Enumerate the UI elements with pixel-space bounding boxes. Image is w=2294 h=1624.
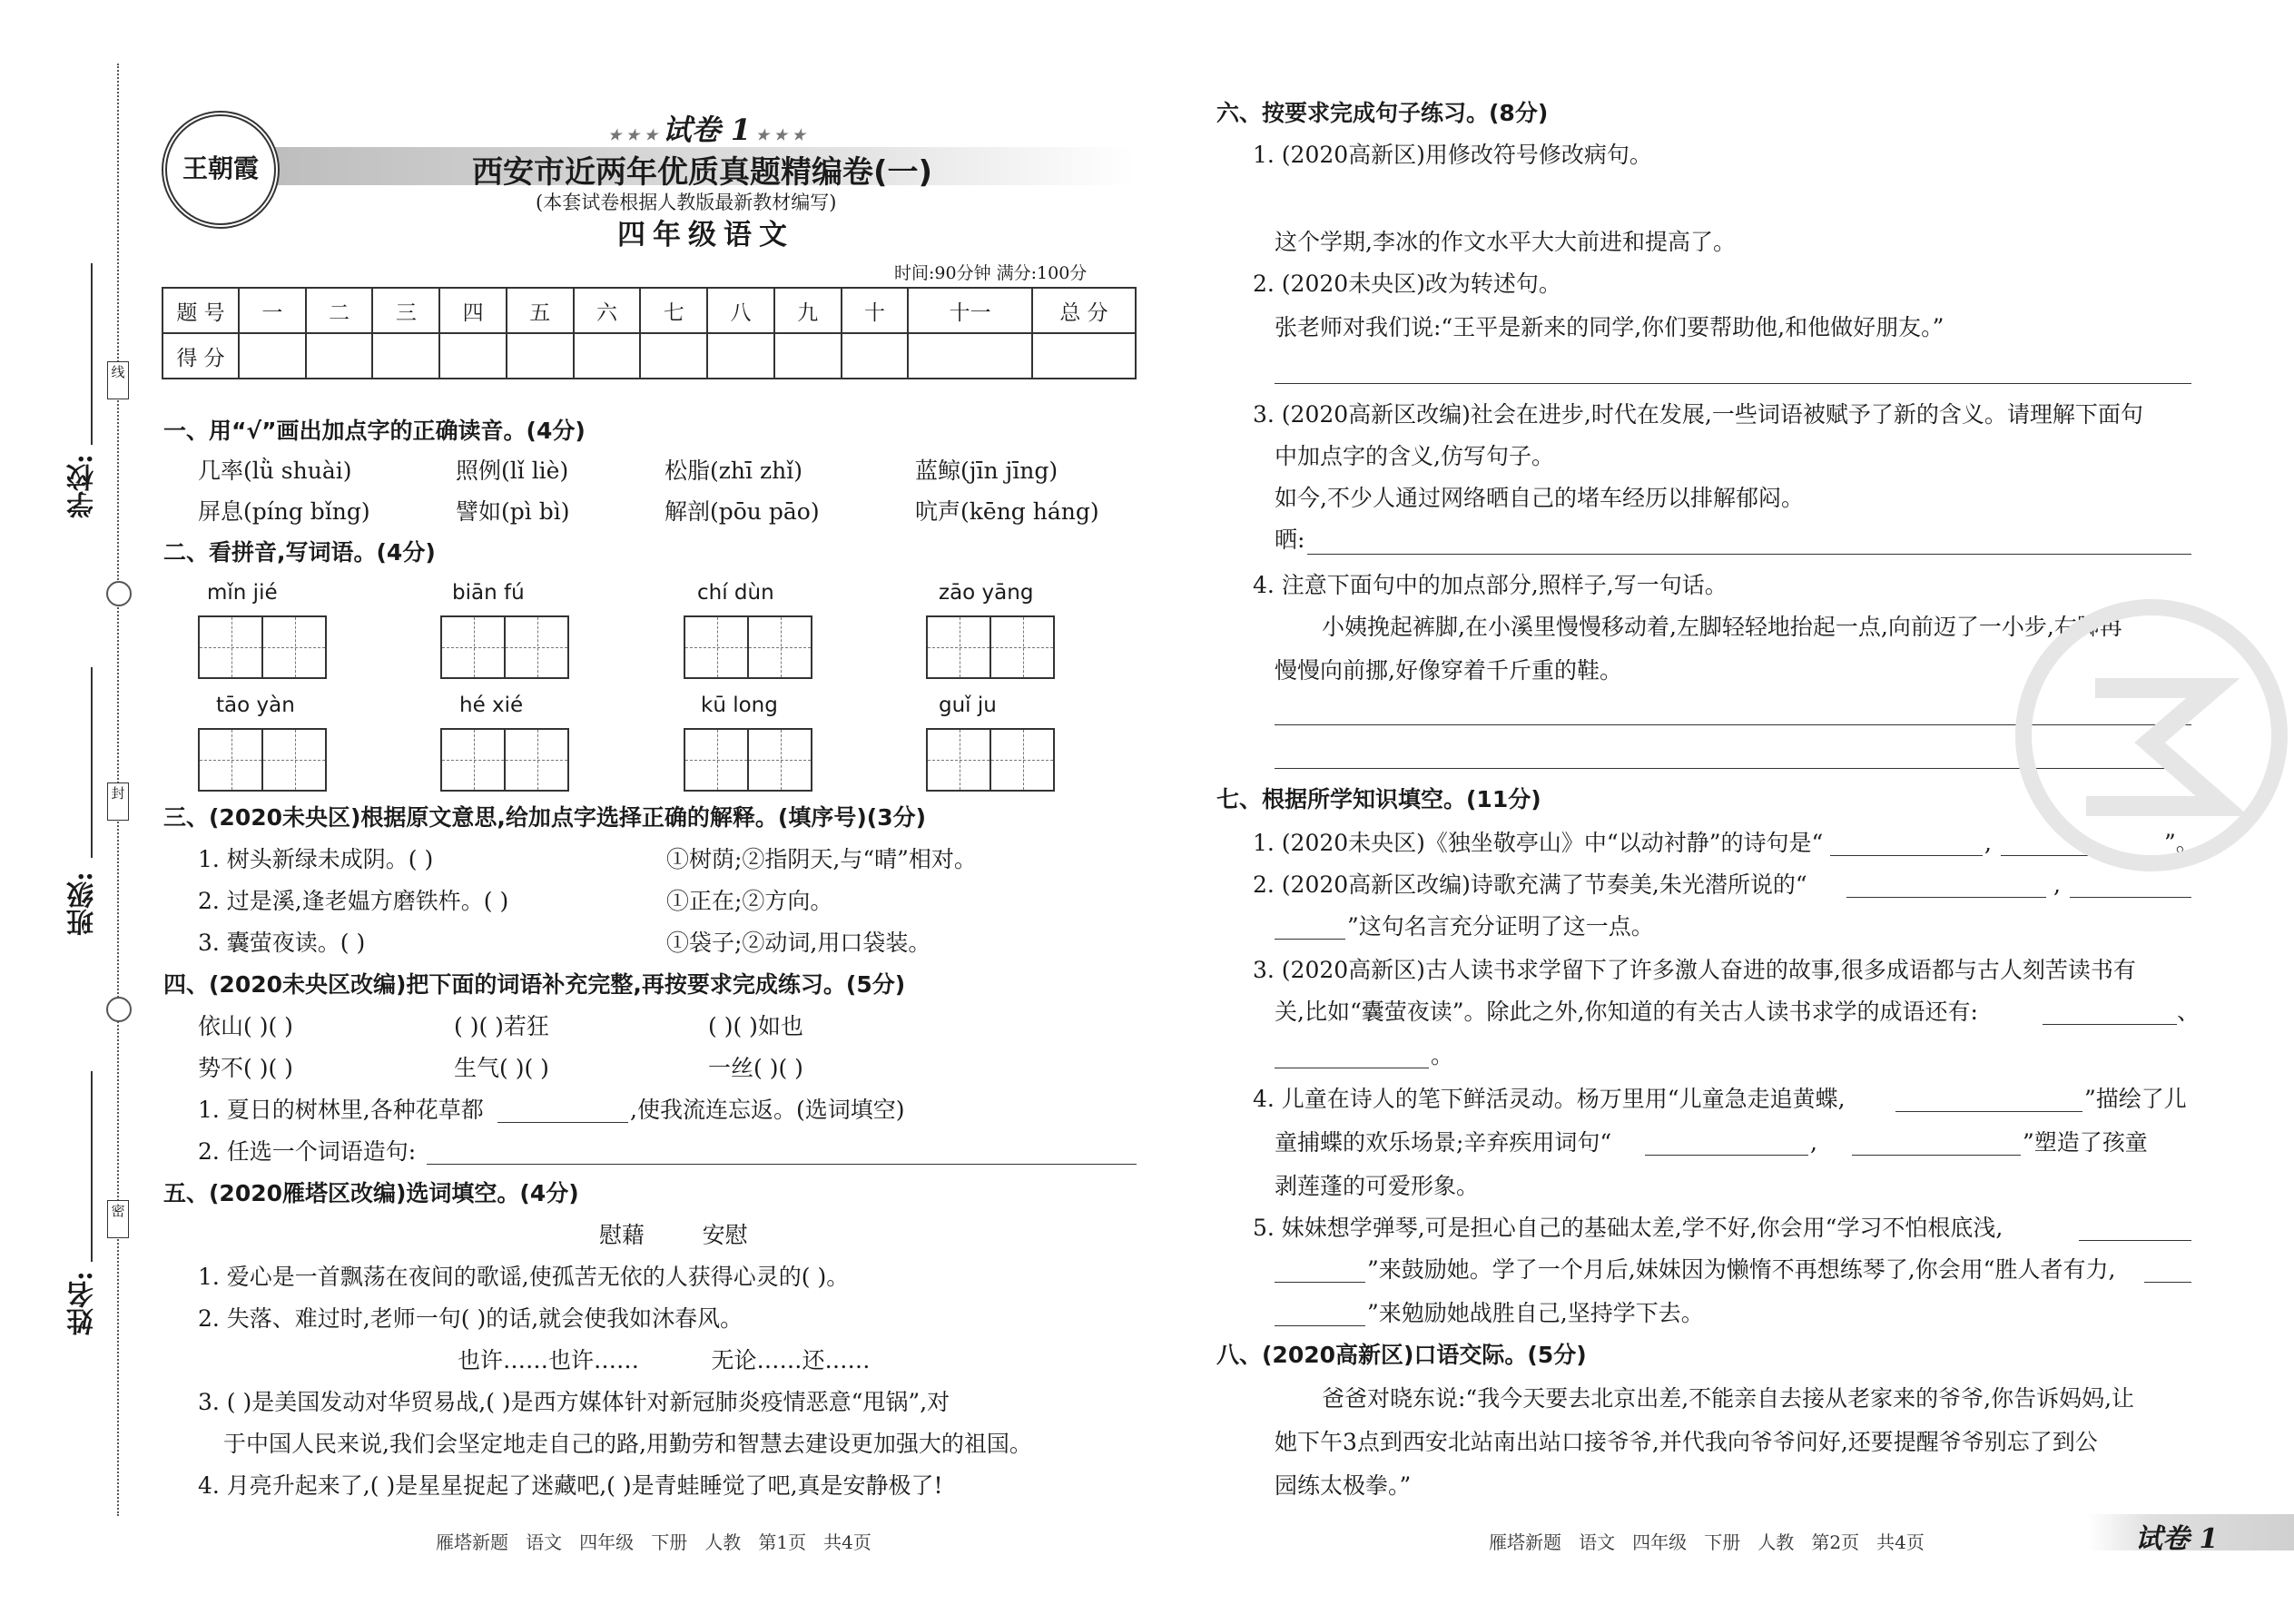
s4-word[interactable]: 一丝( )( ): [708, 1055, 803, 1081]
s3-options: ①正在;②方向。: [666, 888, 833, 914]
s2-pinyin: kū long: [701, 694, 778, 717]
score-cell: 六: [574, 288, 641, 333]
school-field[interactable]: [91, 263, 93, 445]
s3-options: ①袋子;②动词,用口袋装。: [666, 930, 931, 956]
s2-pinyin: guǐ ju: [939, 694, 997, 717]
binding-mark-1: 线: [107, 361, 129, 399]
score-table: [162, 287, 1137, 379]
section-7-title: 七、根据所学知识填空。(11分): [1216, 786, 1541, 812]
score-cell: 九: [774, 288, 842, 333]
name-field[interactable]: [91, 1071, 93, 1262]
score-input[interactable]: [1032, 333, 1136, 379]
writing-grid[interactable]: [198, 728, 327, 792]
s7-q1: ,: [1984, 830, 1992, 856]
score-input[interactable]: [372, 333, 439, 379]
score-cell: 十: [842, 288, 909, 333]
s5-question-cont: 于中国人民来说,我们会坚定地走自己的路,用勤劳和智慧去建设更加强大的祖国。: [223, 1431, 1032, 1457]
s5-question[interactable]: 4. 月亮升起来了,( )是星星捉起了迷藏吧,( )是青蛙睡觉了吧,真是安静极了!: [198, 1472, 943, 1499]
binding-hole-2: [106, 997, 132, 1022]
page-badge: [2088, 1514, 2294, 1555]
s6-q1-sentence[interactable]: 这个学期,李冰的作文水平大大前进和提高了。: [1275, 229, 1736, 255]
s6-q2-answer-line[interactable]: [1275, 383, 2191, 384]
score-cell: 二: [306, 288, 373, 333]
s4-q1-text: ,使我流连忘返。(选词填空): [630, 1097, 905, 1123]
s7-q3: 、: [2177, 999, 2200, 1025]
s4-q2-text: 2. 任选一个词语造句:: [198, 1138, 417, 1165]
s4-q2-blank[interactable]: [427, 1164, 1137, 1165]
s1-item[interactable]: 吭声(kēng háng): [915, 498, 1099, 525]
s4-word[interactable]: ( )( )若狂: [454, 1013, 549, 1039]
section-6-title: 六、按要求完成句子练习。(8分): [1216, 100, 1549, 126]
score-input[interactable]: [707, 333, 774, 379]
section-5-title: 五、(2020雁塔区改编)选词填空。(4分): [163, 1180, 579, 1206]
s1-item[interactable]: 蓝鲸(jīn jīng): [915, 458, 1058, 484]
score-cell: 三: [372, 288, 439, 333]
s1-item[interactable]: 几率(lǜ shuài): [198, 458, 352, 484]
score-table-score-row: [162, 333, 1136, 379]
s2-pinyin: mǐn jié: [207, 581, 278, 605]
s3-question[interactable]: 1. 树头新绿未成阴。( ): [198, 846, 434, 872]
score-cell: 一: [239, 288, 306, 333]
writing-grid[interactable]: [684, 728, 812, 792]
score-cell: 五: [507, 288, 574, 333]
s5-question[interactable]: 1. 爱心是一首飘荡在夜间的歌谣,使孤苦无依的人获得心灵的( )。: [198, 1264, 850, 1290]
s2-pinyin: zāo yāng: [939, 581, 1034, 605]
writing-grid[interactable]: [926, 615, 1055, 679]
s2-pinyin: chí dùn: [697, 581, 774, 605]
score-input[interactable]: [640, 333, 707, 379]
s4-word[interactable]: ( )( )如也: [708, 1013, 803, 1039]
s1-item[interactable]: 解剖(pōu pāo): [665, 498, 820, 525]
s6-q4: 4. 注意下面句中的加点部分,照样子,写一句话。: [1253, 572, 1728, 598]
class-label: 班级:: [67, 871, 99, 937]
s7-q5-blank[interactable]: [1275, 1325, 1365, 1326]
s7-q3-blank[interactable]: [2043, 1024, 2177, 1025]
s6-q4-sentence: 慢慢向前挪,好像穿着千斤重的鞋。: [1275, 657, 1622, 684]
s1-item[interactable]: 屏息(píng bǐng): [198, 498, 370, 525]
s8-passage: 她下午3点到西安北站南出站口接爷爷,并代我向爷爷问好,还要提醒爷爷别忘了到公: [1275, 1429, 2098, 1455]
score-cell: 八: [707, 288, 774, 333]
s2-pinyin: hé xié: [459, 694, 524, 717]
s7-q5: ”来勉励她战胜自己,坚持学下去。: [1367, 1300, 1704, 1326]
s3-question[interactable]: 2. 过是溪,逢老媪方磨铁杵。( ): [198, 888, 509, 914]
s6-q3-prompt: 晒:: [1275, 527, 1305, 553]
s7-q4-blank[interactable]: [1852, 1155, 2021, 1156]
s1-item[interactable]: 譬如(pì bì): [456, 498, 570, 525]
footer-left: 雁塔新题 语文 四年级 下册 人教 第1页 共4页: [436, 1531, 871, 1553]
logo: [162, 111, 280, 229]
s6-q2: 2. (2020未央区)改为转述句。: [1253, 271, 1561, 297]
score-table-header-row: [162, 288, 1136, 333]
score-input[interactable]: [908, 333, 1032, 379]
s5-question[interactable]: 2. 失落、难过时,老师一句( )的话,就会使我如沐春风。: [198, 1305, 743, 1332]
s7-q4: 童捕蝶的欢乐场景;辛弃疾用词句“: [1275, 1129, 1612, 1156]
seal-symbol: [2032, 615, 2271, 855]
writing-grid[interactable]: [684, 615, 812, 679]
s7-q2-blank[interactable]: [1275, 939, 1345, 940]
s7-q3: 。: [1431, 1042, 1454, 1068]
series-label: ★ ★ ★ 试卷 1 ★ ★ ★: [608, 113, 805, 147]
section-2-title: 二、看拼音,写词语。(4分): [163, 539, 436, 566]
s8-passage: 园练太极拳。”: [1275, 1472, 1412, 1499]
secret-seal-watermark: [2015, 599, 2288, 871]
score-input[interactable]: [439, 333, 507, 379]
s3-options: ①树荫;②指阴天,与“晴”相对。: [666, 846, 977, 872]
s7-q2: 2. (2020高新区改编)诗歌充满了节奏美,朱光潜所说的“: [1253, 871, 1807, 898]
score-input[interactable]: [774, 333, 842, 379]
s2-pinyin: biān fú: [452, 581, 525, 605]
footer-right: 雁塔新题 语文 四年级 下册 人教 第2页 共4页: [1489, 1531, 1925, 1553]
s7-q4: 4. 儿童在诗人的笔下鲜活灵动。杨万里用“儿童急走追黄蝶,: [1253, 1086, 1846, 1112]
score-cell: 十一: [908, 288, 1032, 333]
s7-q4: ,: [1810, 1129, 1817, 1156]
binding-mark-3: 密: [107, 1200, 129, 1238]
s4-word[interactable]: 势不( )( ): [198, 1055, 293, 1081]
page-badge-text: 试卷 1: [2135, 1523, 2219, 1555]
s7-q3: 关,比如“囊萤夜读”。除此之外,你知道的有关古人读书求学的成语还有:: [1275, 999, 1978, 1025]
s5-word-bank: 慰藉 安慰: [599, 1222, 748, 1248]
s6-q1: 1. (2020高新区)用修改符号修改病句。: [1253, 142, 1652, 168]
s7-q5: ”来鼓励她。学了一个月后,妹妹因为懒惰不再想练琴了,你会用“胜人者有力,: [1367, 1256, 2116, 1283]
s1-item[interactable]: 松脂(zhī zhǐ): [665, 458, 802, 484]
s7-q2: ,: [2053, 871, 2061, 898]
score-cell: 七: [640, 288, 707, 333]
s8-passage: 爸爸对晓东说:“我今天要去北京出差,不能亲自去接从老家来的爷爷,你告诉妈妈,让: [1322, 1385, 2135, 1412]
time-score: 时间:90分钟 满分:100分: [894, 263, 1088, 283]
score-cell: 四: [439, 288, 507, 333]
s7-q1: ”。: [2164, 830, 2199, 856]
name-label: 姓名:: [67, 1271, 99, 1336]
s6-q2-sentence: 张老师对我们说:“王平是新来的同学,你们要帮助他,和他做好朋友。”: [1275, 314, 1944, 340]
s4-word[interactable]: 生气( )( ): [454, 1055, 549, 1081]
s7-q2: ”这句名言充分证明了这一点。: [1347, 913, 1654, 940]
s7-q5-blank[interactable]: [1275, 1282, 1365, 1283]
writing-grid[interactable]: [926, 728, 1055, 792]
exam-title: 西安市近两年优质真题精编卷(一): [472, 154, 933, 191]
binding-hole-1: [106, 581, 132, 606]
s3-question[interactable]: 3. 囊萤夜读。( ): [198, 930, 366, 956]
s6-q4-sentence: 小姨挽起裤脚,在小溪里慢慢移动着,左脚轻轻地抬起一点,向前迈了一小步,右脚再: [1322, 614, 2122, 640]
s5-question[interactable]: 3. ( )是美国发动对华贸易战,( )是西方媒体针对新冠肺炎疫情恶意“甩锅”,对: [198, 1389, 950, 1415]
exam-subtitle: (本套试卷根据人教版最新教材编写): [536, 192, 837, 213]
score-input[interactable]: [574, 333, 641, 379]
s7-q1-blank[interactable]: [1830, 855, 1983, 856]
s1-item[interactable]: 照例(lǐ liè): [456, 458, 569, 484]
s7-q4: ”塑造了孩童: [2023, 1129, 2148, 1156]
s4-q1-blank[interactable]: [497, 1122, 628, 1123]
school-label: 学校:: [67, 454, 99, 519]
s7-q4: ”描绘了儿: [2084, 1086, 2187, 1112]
section-4-title: 四、(2020未央区改编)把下面的词语补充完整,再按要求完成练习。(5分): [163, 971, 906, 998]
s7-q4: 剥莲蓬的可爱形象。: [1275, 1173, 1480, 1199]
s6-q3-answer-line[interactable]: [1307, 554, 2191, 555]
s4-q1-text: 1. 夏日的树林里,各种花草都: [198, 1097, 484, 1123]
writing-grid[interactable]: [198, 615, 327, 679]
score-cell: 总 分: [1032, 288, 1136, 333]
score-cell: 题 号: [162, 288, 239, 333]
s7-q5-blank[interactable]: [2144, 1282, 2191, 1283]
s7-q4-blank[interactable]: [1645, 1155, 1808, 1156]
writing-grid[interactable]: [440, 615, 569, 679]
s5-word-bank: 也许……也许…… 无论……还……: [458, 1347, 871, 1373]
score-input[interactable]: [239, 333, 306, 379]
score-input[interactable]: [842, 333, 909, 379]
s7-q5: 5. 妹妹想学弹琴,可是担心自己的基础太差,学不好,你会用“学习不怕根底浅,: [1253, 1215, 2004, 1241]
s6-q3-cont: 中加点字的含义,仿写句子。: [1275, 443, 1554, 469]
s7-q4-blank[interactable]: [1895, 1111, 2082, 1112]
binding-mark-2: 封: [107, 782, 129, 821]
writing-grid[interactable]: [440, 728, 569, 792]
s7-q5-blank[interactable]: [2079, 1240, 2191, 1241]
s7-q2-blank[interactable]: [2070, 897, 2191, 898]
s6-q3-sentence: 如今,不少人通过网络晒自己的堵车经历以排解郁闷。: [1275, 485, 1804, 511]
s2-pinyin: tāo yàn: [216, 694, 295, 717]
score-input[interactable]: [306, 333, 373, 379]
s7-q2-blank[interactable]: [1846, 897, 2046, 898]
s4-word[interactable]: 依山( )( ): [198, 1013, 293, 1039]
section-1-title: 一、用“√”画出加点字的正确读音。(4分): [163, 418, 586, 444]
class-field[interactable]: [91, 667, 93, 858]
section-8-title: 八、(2020高新区)口语交际。(5分): [1216, 1342, 1587, 1368]
section-3-title: 三、(2020未央区)根据原文意思,给加点字选择正确的解释。(填序号)(3分): [163, 804, 927, 831]
s7-q3: 3. (2020高新区)古人读书求学留下了许多激人奋进的故事,很多成语都与古人刻苦读书有: [1253, 957, 2136, 983]
logo-text: 王朝霞: [182, 153, 259, 183]
s7-q1: 1. (2020未央区)《独坐敬亭山》中“以动衬静”的诗句是“: [1253, 830, 1824, 856]
score-cell: 得 分: [162, 333, 239, 379]
grade-subject: 四年级语文: [617, 219, 794, 251]
score-input[interactable]: [507, 333, 574, 379]
s6-q3: 3. (2020高新区改编)社会在进步,时代在发展,一些词语被赋予了新的含义。请理解下面句: [1253, 401, 2143, 428]
